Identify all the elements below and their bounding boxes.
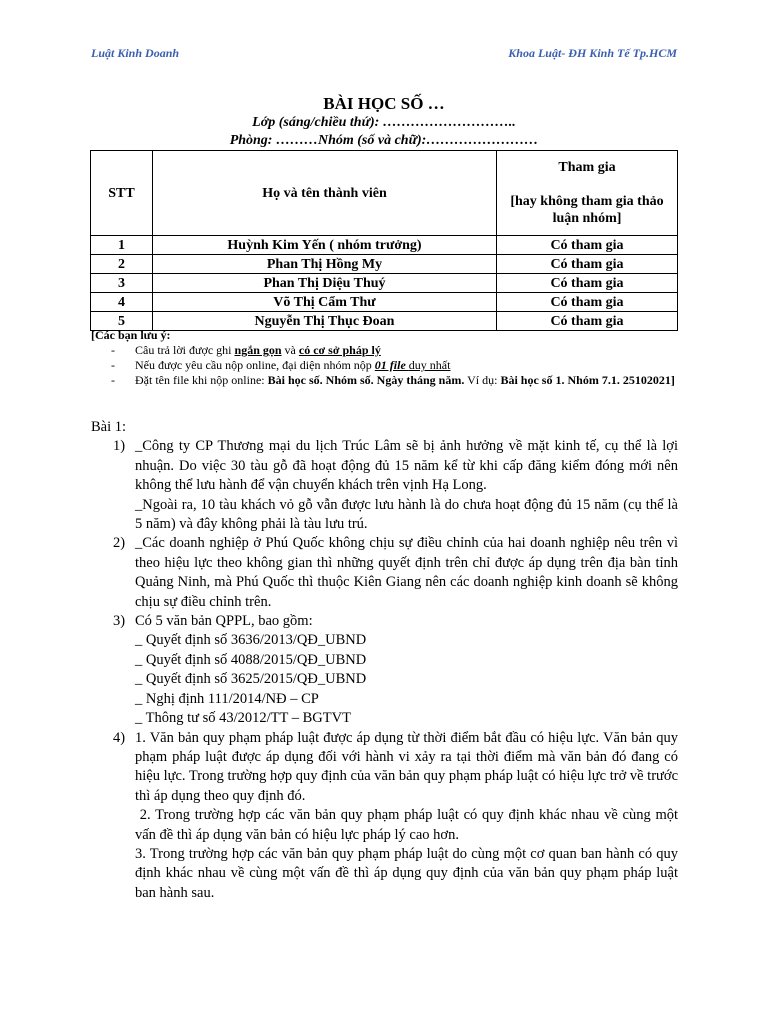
answer-item — [91, 437, 678, 534]
row-name: Nguyễn Thị Thục Đoan — [153, 312, 497, 331]
room-group-line: Phòng: ………Nhóm (số và chữ):…………………… — [229, 133, 539, 148]
answer-paragraph: _Ngoài ra, 10 tàu khách vỏ gỗ vẫn được lưu hành là do chưa hoạt động đủ 15 năm (cụ thể là 5 năm) và đây không phải là tàu lưu trú. — [135, 496, 678, 533]
header-left: Luật Kinh Doanh — [91, 46, 180, 60]
answer-paragraph: _Công ty CP Thương mại du lịch Trúc Lâm sẽ bị ảnh hưởng về mặt kinh tế, cụ thể là lợi nhuận. Do việc 30 tàu gỗ đã hoạt động đủ 15 năm kể từ khi cấp đăng kiểm đóng mới nên không thể lưu hành để vận chuyển khách trên vịnh Hạ Long. — [135, 438, 678, 494]
answer-paragraph: Có 5 văn bản QPPL, bao gồm: — [135, 613, 313, 630]
notes-section — [91, 328, 681, 388]
notes-title: [Các bạn lưu ý: — [91, 328, 171, 342]
note-text: và — [281, 343, 299, 357]
row-status: Có tham gia — [497, 312, 678, 331]
header-participation-line2: [hay không tham gia thảo luận nhóm] — [510, 194, 664, 226]
answer-item — [91, 534, 678, 612]
header-stt: STT — [91, 151, 153, 236]
answer-number: 2) — [113, 535, 126, 552]
row-stt: 5 — [91, 312, 153, 331]
list-item: _ Quyết định số 3636/2013/QĐ_UBND — [135, 632, 367, 649]
note-item: - Nếu được yêu cầu nộp online, đại diện nhóm nộp 01 file duy nhất — [111, 358, 451, 372]
row-stt: 3 — [91, 274, 153, 293]
row-status: Có tham gia — [497, 255, 678, 274]
row-name: Huỳnh Kim Yến ( nhóm trưởng) — [153, 236, 497, 255]
note-item: - Đặt tên file khi nộp online: Bài học số. Nhóm số. Ngày tháng năm. Ví dụ: Bài học số 1. Nhóm 7.1. 25102021] — [111, 373, 675, 387]
answer-item — [91, 729, 682, 904]
answer-body — [91, 418, 682, 903]
list-item: _ Nghị định 111/2014/NĐ – CP — [135, 690, 319, 707]
class-line: Lớp (sáng/chiều thứ): ……………………….. — [252, 115, 516, 130]
answer-item — [91, 612, 678, 728]
table-header-row — [91, 151, 678, 236]
answer-number: 1) — [113, 438, 126, 455]
row-status: Có tham gia — [497, 293, 678, 312]
table-row — [91, 293, 678, 312]
table-row — [91, 255, 678, 274]
header-participation-line1: Tham gia — [558, 160, 616, 175]
note-text: Nếu được yêu cầu nộp online, đại diện nhóm nộp — [135, 358, 375, 372]
note-text: Đặt tên file khi nộp online: — [135, 373, 268, 387]
answer-number: 3) — [113, 613, 126, 630]
note-emphasis: Bài học số. Nhóm số. Ngày tháng năm. — [267, 373, 465, 387]
row-status: Có tham gia — [497, 274, 678, 293]
note-emphasis: ngắn gọn — [234, 343, 282, 357]
list-item: _ Quyết định số 3625/2015/QĐ_UBND — [135, 671, 367, 688]
answer-paragraph: 2. Trong trường hợp các văn bản quy phạm pháp luật có quy định khác nhau về cùng một vấn đề thì áp dụng văn bản có hiệu lực pháp lý cao hơn. — [135, 807, 682, 843]
answer-paragraph: 3. Trong trường hợp các văn bản quy phạm pháp luật do cùng một cơ quan ban hành có quy định khác nhau về cùng một vấn đề thì áp dụng quy định của văn bản quy phạm pháp luật ban hành sau. — [135, 845, 678, 901]
notes-list — [91, 343, 681, 388]
note-emphasis: Bài học số 1. Nhóm 7.1. 25102021] — [500, 373, 675, 387]
row-name: Phan Thị Diệu Thuý — [153, 274, 497, 293]
answer-paragraph: _Các doanh nghiệp ở Phú Quốc không chịu sự điều chỉnh của hai doanh nghiệp nêu trên vì theo hiệu lực theo không gian thì những quyết định trên chỉ được áp dụng trên địa bàn tỉnh Quảng Ninh, mà Phú Quốc thì thuộc Kiên Giang nên các doanh nghiệp kinh doanh sẽ không chịu sự điều chỉnh trên. — [135, 535, 678, 610]
list-item: _ Thông tư số 43/2012/TT – BGTVT — [135, 710, 351, 727]
note-text: Câu trả lời được ghi — [135, 343, 235, 357]
row-stt: 1 — [91, 236, 153, 255]
row-name: Võ Thị Cẩm Thư — [153, 293, 497, 312]
exercise-heading: Bài 1: — [91, 419, 127, 435]
header-right: Khoa Luật- ĐH Kinh Tế Tp.HCM — [508, 46, 677, 60]
note-text: Ví dụ: — [464, 373, 501, 387]
table-row — [91, 236, 678, 255]
row-name: Phan Thị Hồng My — [153, 255, 497, 274]
note-emphasis: có cơ sở pháp lý — [298, 343, 381, 357]
table-row — [91, 274, 678, 293]
answer-paragraph: 1. Văn bản quy phạm pháp luật được áp dụng từ thời điểm bắt đầu có hiệu lực. Văn bản quy phạm pháp luật được áp dụng đối với hành vi xảy ra tại thời điểm mà văn bản đó đang có hiệu lực. Trong trường hợp quy định của văn bản quy phạm pháp luật có hiệu lực trở về trước thì áp dụng theo quy định đó. — [135, 729, 678, 804]
member-table — [90, 150, 678, 331]
note-item: - Câu trả lời được ghi ngắn gọn và có cơ sở pháp lý — [111, 343, 381, 357]
note-text: duy nhất — [408, 358, 451, 372]
answer-number: 4) — [113, 729, 126, 746]
list-item: _ Quyết định số 4088/2015/QĐ_UBND — [135, 651, 367, 668]
note-emphasis: 01 file — [374, 358, 409, 372]
row-status: Có tham gia — [497, 236, 678, 255]
header-name: Họ và tên thành viên — [153, 151, 497, 236]
row-stt: 4 — [91, 293, 153, 312]
page-title: BÀI HỌC SỐ … — [323, 94, 445, 113]
row-stt: 2 — [91, 255, 153, 274]
header-participation — [497, 151, 678, 236]
